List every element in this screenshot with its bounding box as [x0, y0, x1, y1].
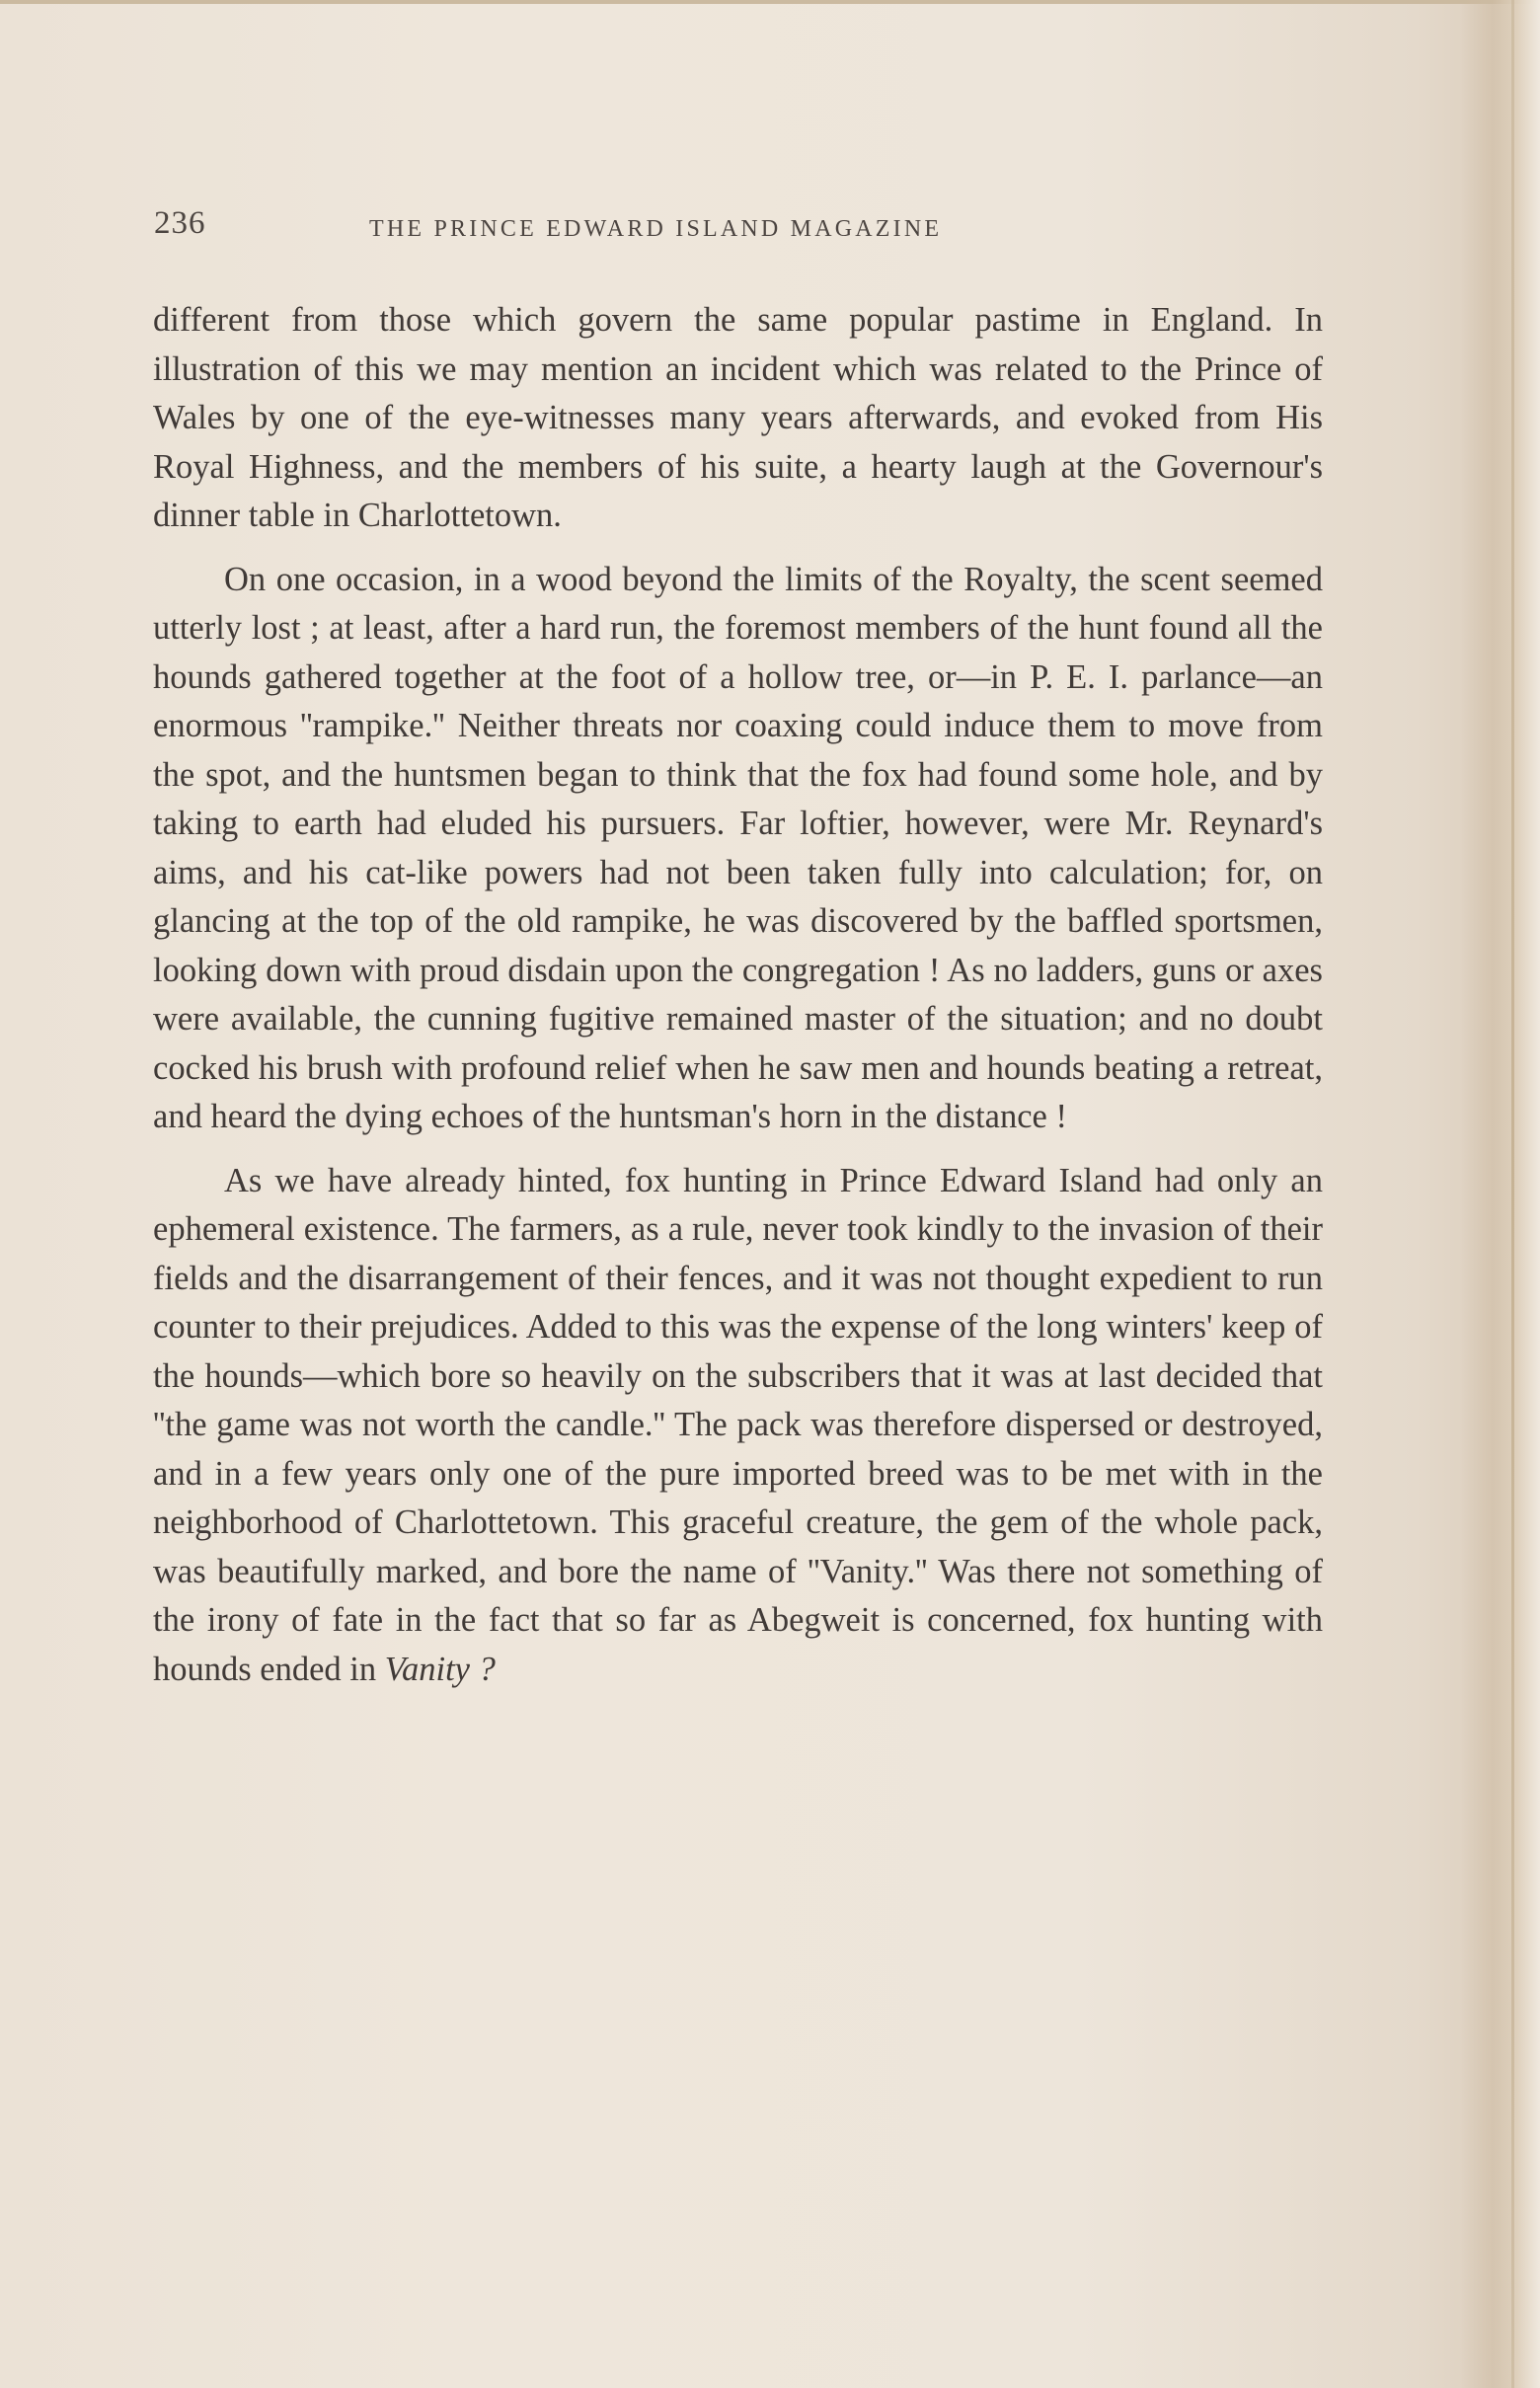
vanity-emphasis: Vanity ? — [384, 1650, 496, 1688]
page-number: 236 — [154, 205, 206, 241]
page-binding-edge — [1461, 0, 1540, 2388]
binding-line — [1511, 0, 1514, 2388]
article-body — [153, 296, 1323, 1709]
running-title: THE PRINCE EDWARD ISLAND MAGAZINE — [369, 216, 943, 242]
paragraph-3 — [153, 1157, 1323, 1695]
page-header — [148, 205, 1323, 255]
top-edge — [0, 0, 1540, 4]
paragraph-2: On one occasion, in a wood beyond the limits of the Royalty, the scent seemed utterly lost ; at least, after a hard run, the foremost members of the hunt found all the hounds gathered together at the foot of a hollow tree, or—in P. E. I. parlance—an enormous ''rampike.'' Neither threats nor coaxing could induce them to move from the spot, and the huntsmen began to think that the fox had found some hole, and by taking to earth had eluded his pursuers. Far loftier, however, were Mr. Reynard's aims, and his cat-like powers had not been taken fully into calculation; for, on glancing at the top of the old rampike, he was discovered by the baffled sportsmen, looking down with proud disdain upon the congregation ! As no ladders, guns or axes were available, the cunning fugitive remained master of the situation; and no doubt cocked his brush with profound relief when he saw men and hounds beating a retreat, and heard the dying echoes of the huntsman's horn in the distance ! — [153, 560, 1323, 1135]
paragraph-3-text: As we have already hinted, fox hunting in Prince Edward Island had only an ephemeral existence. The farmers, as a rule, never took kindly to the invasion of their fields and the disarrangement of their fences, and it was not thought expedient to run counter to their prejudices. Added to this was the expense of the long winters' keep of the hounds—which bore so heavily on the subscribers that it was at last decided that ''the game was not worth the candle.'' The pack was therefore dispersed or destroyed, and in a few years only one of the pure imported breed was to be met with in the neighborhood of Charlottetown. This graceful creature, the gem of the whole pack, was beautifully marked, and bore the name of ''Vanity.'' Was there not something of the irony of fate in the fact that so far as Abegweit is concerned, fox hunting with hounds ended in — [153, 1161, 1323, 1688]
paragraph-1: different from those which govern the same popular pastime in England. In illustration of this we may mention an incident which was related to the Prince of Wales by one of the eye-witnesses many years afterwards, and evoked from His Royal Highness, and the members of his suite, a hearty laugh at the Governour's dinner table in Charlottetown. — [153, 301, 1323, 534]
